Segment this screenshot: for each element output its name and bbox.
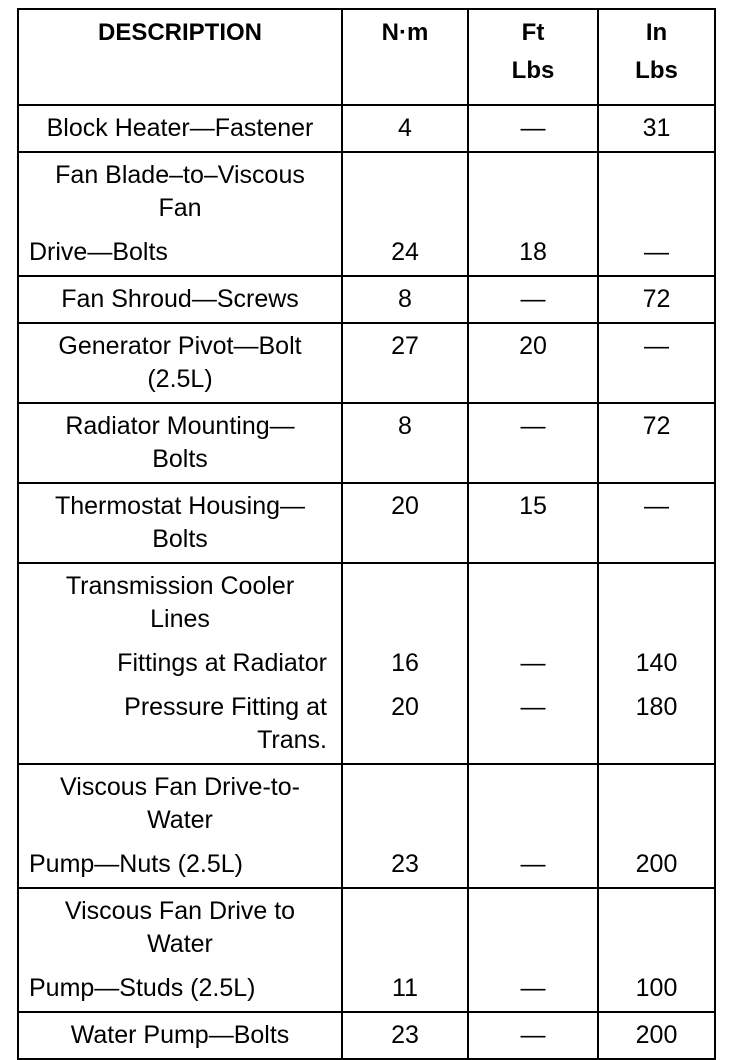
- description-text: Water: [147, 806, 213, 834]
- in-value-cell: [598, 563, 715, 764]
- in-value: [599, 804, 714, 837]
- nm-value: 20: [391, 693, 419, 721]
- description-text: Fittings at Radiator: [117, 649, 327, 677]
- ft-value: [469, 192, 597, 225]
- ft-value-cell: [468, 276, 598, 323]
- ft-value: —: [520, 1021, 546, 1049]
- description-text: Water Pump—Bolts: [70, 1021, 290, 1049]
- description-text: Pump—Nuts (2.5L): [29, 850, 243, 878]
- ft-value: [469, 895, 597, 928]
- table-row: [18, 105, 715, 152]
- description-text: Bolts: [152, 445, 208, 473]
- nm-value: [343, 928, 467, 961]
- description-cell: [18, 152, 342, 276]
- table-body: [18, 105, 715, 1059]
- in-value-cell: [598, 403, 715, 483]
- in-value: 72: [642, 412, 671, 440]
- description-text: Bolts: [152, 525, 208, 553]
- ft-value-cell: [468, 152, 598, 276]
- in-value-cell: [598, 764, 715, 888]
- ft-value: —: [520, 114, 546, 142]
- in-value: —: [644, 332, 669, 360]
- table-row: [18, 152, 715, 276]
- description-text: Block Heater—Fastener: [46, 114, 314, 142]
- description-cell: [18, 563, 342, 764]
- description-cell: [18, 323, 342, 403]
- in-value: [599, 603, 714, 636]
- nm-value: [343, 192, 467, 225]
- description-text: Water: [147, 930, 213, 958]
- nm-value-cell: [342, 1012, 468, 1059]
- description-text: Fan: [158, 194, 202, 222]
- nm-value-cell: [342, 105, 468, 152]
- ft-value: —: [520, 850, 546, 878]
- header-in-lbs: In Lbs: [598, 9, 715, 105]
- in-value-cell: [598, 276, 715, 323]
- table-row: [18, 323, 715, 403]
- in-value: 180: [635, 693, 678, 721]
- nm-value-cell: [342, 563, 468, 764]
- table-row: [18, 483, 715, 563]
- in-value-cell: [598, 152, 715, 276]
- nm-value: 16: [391, 649, 419, 677]
- nm-value: 8: [398, 285, 412, 313]
- in-value: 100: [635, 974, 678, 1002]
- ft-value: 18: [519, 238, 547, 266]
- nm-value: [343, 804, 467, 837]
- description-text: Pressure Fitting at: [124, 693, 327, 721]
- ft-value: 15: [519, 492, 547, 520]
- in-value: —: [644, 492, 669, 520]
- in-value: 140: [635, 649, 678, 677]
- in-value: 200: [635, 1021, 678, 1049]
- table-row: [18, 276, 715, 323]
- description-text: Fan Shroud—Screws: [61, 285, 299, 313]
- ft-value: [469, 804, 597, 837]
- description-text: Viscous Fan Drive-to-: [60, 773, 300, 801]
- table-row: [18, 764, 715, 888]
- nm-value: 23: [391, 1021, 419, 1049]
- description-text: Fan Blade–to–Viscous: [55, 161, 305, 189]
- ft-value: [469, 159, 597, 192]
- nm-value: 27: [391, 332, 419, 360]
- torque-spec-table: [17, 8, 716, 1060]
- description-text: Viscous Fan Drive to: [64, 897, 296, 925]
- in-value: 200: [635, 850, 678, 878]
- ft-value-cell: [468, 1012, 598, 1059]
- in-value-cell: [598, 888, 715, 1012]
- nm-value: [343, 771, 467, 804]
- nm-value: [343, 895, 467, 928]
- description-text: Generator Pivot—Bolt: [58, 332, 302, 360]
- in-value: [599, 159, 714, 192]
- ft-value-cell: [468, 323, 598, 403]
- description-cell: [18, 403, 342, 483]
- nm-value-cell: [342, 323, 468, 403]
- ft-value-cell: [468, 888, 598, 1012]
- nm-value-cell: [342, 276, 468, 323]
- ft-value: 20: [519, 332, 547, 360]
- table-row: [18, 1012, 715, 1059]
- description-text: (2.5L): [147, 365, 213, 393]
- nm-value: 11: [392, 974, 418, 1002]
- nm-value: [343, 603, 467, 636]
- description-text: Pump—Studs (2.5L): [29, 974, 256, 1002]
- nm-value: 4: [398, 114, 412, 142]
- in-value: 31: [642, 114, 671, 142]
- nm-value-cell: [342, 403, 468, 483]
- in-value-cell: [598, 483, 715, 563]
- ft-value-cell: [468, 483, 598, 563]
- in-value: [599, 928, 714, 961]
- nm-value: [343, 570, 467, 603]
- description-cell: [18, 276, 342, 323]
- ft-value: [469, 771, 597, 804]
- nm-value: 23: [391, 850, 419, 878]
- ft-value: [469, 570, 597, 603]
- nm-value-cell: [342, 764, 468, 888]
- header-description: DESCRIPTION: [18, 9, 342, 105]
- ft-value: —: [520, 693, 546, 721]
- ft-value-cell: [468, 105, 598, 152]
- description-cell: [18, 1012, 342, 1059]
- nm-value: 24: [391, 238, 419, 266]
- table-row: [18, 403, 715, 483]
- ft-value: —: [520, 285, 546, 313]
- header-ft-lbs: Ft Lbs: [468, 9, 598, 105]
- description-cell: [18, 764, 342, 888]
- header-nm: N·m: [342, 9, 468, 105]
- description-text: Radiator Mounting—: [65, 412, 295, 440]
- ft-value-cell: [468, 563, 598, 764]
- nm-value-cell: [342, 152, 468, 276]
- description-cell: [18, 888, 342, 1012]
- header-row: [18, 9, 715, 105]
- nm-value: 8: [398, 412, 412, 440]
- in-value-cell: [598, 323, 715, 403]
- description-text: Drive—Bolts: [29, 238, 168, 266]
- in-value-cell: [598, 1012, 715, 1059]
- in-value: 72: [642, 285, 671, 313]
- ft-value-cell: [468, 764, 598, 888]
- ft-value: [469, 603, 597, 636]
- description-text: Thermostat Housing—: [54, 492, 306, 520]
- description-text: Lines: [150, 605, 210, 633]
- nm-value-cell: [342, 483, 468, 563]
- table-row: [18, 888, 715, 1012]
- in-value-cell: [598, 105, 715, 152]
- ft-value: [469, 928, 597, 961]
- description-text: Trans.: [257, 726, 327, 754]
- in-value: —: [644, 238, 669, 266]
- in-value: [599, 570, 714, 603]
- description-cell: [18, 105, 342, 152]
- ft-value: —: [520, 412, 546, 440]
- description-text: Transmission Cooler: [65, 572, 295, 600]
- ft-value: —: [520, 649, 546, 677]
- in-value: [599, 895, 714, 928]
- ft-value-cell: [468, 403, 598, 483]
- in-value: [599, 192, 714, 225]
- nm-value: 20: [391, 492, 419, 520]
- nm-value: [343, 159, 467, 192]
- description-cell: [18, 483, 342, 563]
- nm-value-cell: [342, 888, 468, 1012]
- table-row: [18, 563, 715, 764]
- ft-value: —: [520, 974, 546, 1002]
- in-value: [599, 771, 714, 804]
